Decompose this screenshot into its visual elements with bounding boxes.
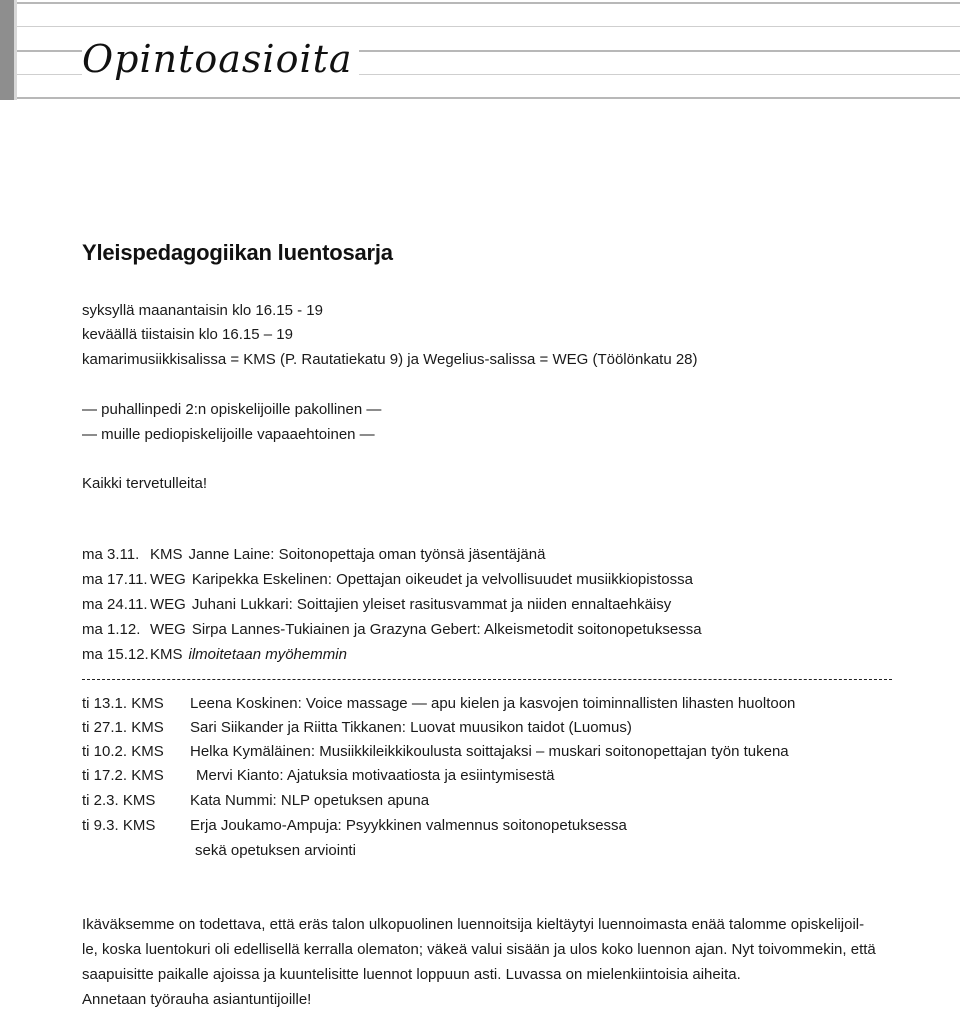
autumn-lecture-row <box>82 646 347 663</box>
lecture-topic: Erja Joukamo-Ampuja: Psyykkinen valmennus soitonopetuksessa <box>190 817 627 834</box>
closing-paragraph <box>82 912 912 1012</box>
lecture-venue: WEG <box>150 596 186 613</box>
lecture-topic: Helka Kymäläinen: Musiikkileikkikoulusta soittajaksi – muskari soitonopettajan työn tukena <box>190 743 789 760</box>
lecture-date: ma 17.11. <box>82 571 148 588</box>
lecture-topic: Sari Siikander ja Riitta Tikkanen: Luovat muusikon taidot (Luomus) <box>190 719 632 736</box>
spring-lecture-row <box>82 767 554 784</box>
autumn-lecture-row <box>82 621 702 638</box>
spring-lecture-row <box>82 792 429 809</box>
lecture-topic: ilmoitetaan myöhemmin <box>188 646 347 663</box>
header-rule <box>17 97 960 99</box>
header-left-bar <box>0 0 14 100</box>
spring-lecture-row <box>82 695 795 712</box>
schedule-spring: keväällä tiistaisin klo 16.15 – 19 <box>82 326 293 343</box>
autumn-lecture-row <box>82 546 545 563</box>
header-rule <box>17 2 960 4</box>
section-heading: Yleispedagogiikan luentosarja <box>82 240 393 265</box>
lecture-date: ma 1.12. <box>82 621 141 638</box>
lecture-topic: Mervi Kianto: Ajatuksia motivaatiosta ja esiintymisestä <box>196 767 555 784</box>
lecture-topic: Janne Laine: Soitonopettaja oman työnsä jäsentäjänä <box>188 546 546 563</box>
autumn-lecture-row <box>82 571 693 588</box>
lecture-date: ti 13.1. KMS <box>82 695 164 712</box>
lecture-date: ma 24.11. <box>82 596 148 613</box>
lecture-venue: WEG <box>150 571 186 588</box>
header-rule <box>17 26 960 27</box>
lecture-venue: KMS <box>150 546 183 563</box>
spring-lecture-row <box>82 719 632 736</box>
lecture-topic: Leena Koskinen: Voice massage — apu kielen ja kasvojen toiminnallisten lihasten huoltoon <box>190 695 796 712</box>
lecture-date: ma 3.11. <box>82 546 140 563</box>
autumn-lecture-row <box>82 596 671 613</box>
schedule-venues: kamarimusiikkisalissa = KMS (P. Rautatiekatu 9) ja Wegelius-salissa = WEG (Töölönkatu 28) <box>82 351 698 368</box>
closing-line: Ikäväksemme on todettava, että eräs talon ulkopuolinen luennoitsija kieltäytyi luennoimasta enää talomme opiskelijoil- <box>82 916 865 933</box>
closing-line: Annetaan työrauha asiantuntijoille! <box>82 991 312 1008</box>
requirement-optional: — muille pediopiskelijoille vapaaehtoinen — <box>82 426 375 443</box>
lecture-topic-continuation: sekä opetuksen arviointi <box>195 842 356 859</box>
schedule-autumn: syksyllä maanantaisin klo 16.15 - 19 <box>82 302 323 319</box>
page-title: Opintoasioita <box>82 34 359 84</box>
lecture-date: ma 15.12. <box>82 646 149 663</box>
lecture-date: ti 17.2. KMS <box>82 767 164 784</box>
lecture-topic: Sirpa Lannes-Tukiainen ja Grazyna Gebert: Alkeismetodit soitonopetuksessa <box>191 621 702 638</box>
lecture-date: ti 9.3. KMS <box>82 817 156 834</box>
lecture-topic: Kata Nummi: NLP opetuksen apuna <box>190 792 430 809</box>
spring-lecture-row <box>82 743 789 760</box>
welcome-text: Kaikki tervetulleita! <box>82 475 208 492</box>
closing-line: le, koska luentokuri oli edellisellä kerralla olematon; väkeä valui sisään ja ulos koko luennon ajan. Nyt toivommekin, että <box>82 941 876 958</box>
lecture-topic: Juhani Lukkari: Soittajien yleiset rasitusvammat ja niiden ennaltaehkäisy <box>191 596 672 613</box>
lecture-date: ti 27.1. KMS <box>82 719 164 736</box>
header-band <box>0 0 960 100</box>
closing-line: saapuisitte paikalle ajoissa ja kuuntelisitte luennot loppuun asti. Luvassa on mielenkiintoisia aiheita. <box>82 966 741 983</box>
lecture-topic: Karipekka Eskelinen: Opettajan oikeudet ja velvollisuudet musiikkiopistossa <box>191 571 693 588</box>
section-divider <box>82 679 892 680</box>
lecture-date: ti 2.3. KMS <box>82 792 156 809</box>
lecture-date: ti 10.2. KMS <box>82 743 164 760</box>
lecture-venue: KMS <box>150 646 183 663</box>
lecture-venue: WEG <box>150 621 186 638</box>
requirement-mandatory: — puhallinpedi 2:n opiskelijoille pakollinen — <box>82 401 382 418</box>
spring-lecture-row <box>82 817 627 834</box>
